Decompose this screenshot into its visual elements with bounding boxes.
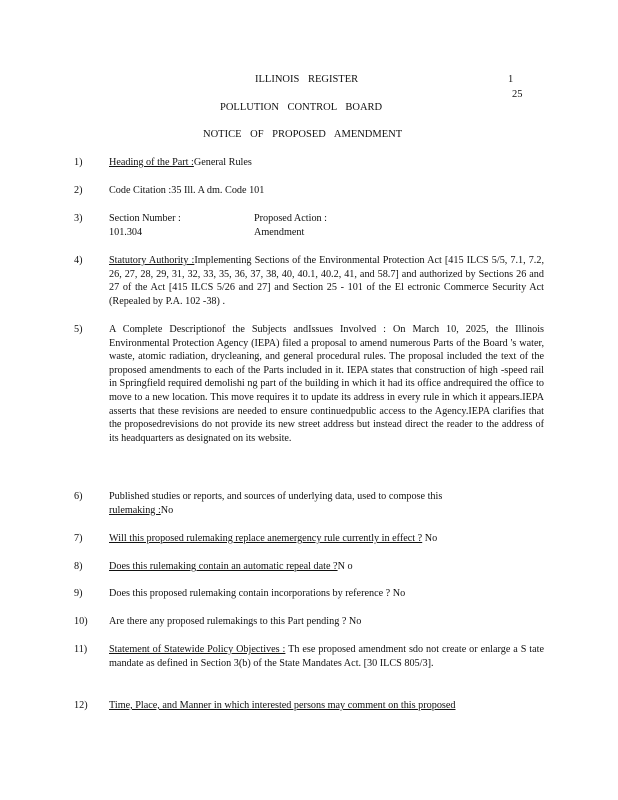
item-text: Code Citation :35 Ill. A dm. Code 101 bbox=[109, 185, 265, 196]
item-text: Implementing Sections of the Environmental Protection Act [415 ILCS 5/5, 7.1, 7.2, 26, 27, 28, 29, 31, 32, 33, 35, 36, 37, 38, 40, 40.1, 40.2, 41, and 58.7] and authorized by Sections 26 and 27 of the Act [415 ILCS 5/26 and 27] and Section 25 - 101 of the El ectronic Commerce Security Act (Repealed by P.A. 102 -38) . bbox=[109, 255, 544, 307]
item-number: 10) bbox=[74, 616, 88, 627]
item-label: rulemaking : bbox=[109, 504, 161, 516]
item-number: 5) bbox=[74, 324, 83, 335]
proposed-action-label: Proposed Action : bbox=[254, 213, 328, 224]
section-number-value: 101.304 bbox=[109, 226, 143, 238]
item-number: 8) bbox=[74, 561, 83, 572]
item-text: General Rules bbox=[193, 157, 252, 168]
item-label: Statutory Authority : bbox=[109, 255, 195, 266]
item-11 bbox=[74, 643, 544, 670]
item-number: 7) bbox=[74, 533, 83, 544]
item-answer: N o bbox=[337, 561, 353, 572]
item-text: Th ese proposed amendment sdo not create or enlarge a S tate mandate as defined in Section 3(b) of the State Mandates Act. [30 ILCS 805/3]. bbox=[109, 644, 544, 669]
item-answer: No bbox=[160, 504, 174, 516]
section-number-label: Section Number : bbox=[109, 213, 181, 224]
proposed-action-value: Amendment bbox=[254, 226, 305, 238]
item-number: 3) bbox=[74, 213, 83, 224]
item-number: 11) bbox=[74, 644, 88, 655]
item-text: Published studies or reports, and sources of underlying data, used to compose this bbox=[109, 491, 443, 502]
item-answer: No bbox=[424, 533, 438, 544]
item-4 bbox=[74, 254, 544, 308]
item-9 bbox=[74, 587, 544, 601]
item-5 bbox=[74, 323, 544, 445]
item-number: 1) bbox=[74, 157, 83, 168]
page-number-top: 1 bbox=[508, 74, 514, 85]
item-7 bbox=[74, 532, 544, 546]
register-title: ILLINOIS REGISTER bbox=[255, 74, 359, 85]
item-1 bbox=[74, 156, 544, 170]
item-label: Will this proposed rulemaking replace anemergency rule currently in effect ? bbox=[109, 533, 423, 544]
board-title: POLLUTION CONTROL BOARD bbox=[220, 102, 383, 113]
item-label: Time, Place, and Manner in which interested persons may comment on this proposed bbox=[109, 700, 456, 711]
item-6 bbox=[74, 490, 544, 517]
item-label: Does this rulemaking contain an automatic repeal date ? bbox=[109, 561, 338, 572]
item-12 bbox=[74, 699, 544, 713]
notice-title: NOTICE OF PROPOSED AMENDMENT bbox=[203, 129, 403, 140]
item-text: A Complete Descriptionof the Subjects andIssues Involved : On March 10, 2025, the Illinois Environmental Protection Agency (IEPA) filed a proposal to amend numerous Parts of the Board 's water, waste, atomic radiation, drycleaning, and general procedural rules. The proposal included the text of the proposed amendments to each of the Parts included in it. IEPA states that construction of high -speed rail in Springfield required demolishi ng part of the building in which it had its office andrequired the office to move to a new location. This move requires it to update its address in every rule in which it appears.IEPA asserts that these revisions are needed to ensure continuedpublic access to the Agency.IEPA clarifies that the proposedrevisions do not provide its new street address but instead direct the reader to the address of its headquarters as designated on its website. bbox=[109, 324, 544, 444]
item-number: 9) bbox=[74, 588, 83, 599]
item-2 bbox=[74, 184, 544, 198]
item-8 bbox=[74, 560, 544, 574]
item-text: Does this proposed rulemaking contain incorporations by reference ? No bbox=[109, 588, 406, 599]
item-number: 6) bbox=[74, 491, 83, 502]
item-10 bbox=[74, 615, 544, 629]
item-3 bbox=[74, 212, 544, 239]
page-number-bottom: 25 bbox=[512, 89, 523, 100]
item-number: 12) bbox=[74, 700, 88, 711]
item-text: Are there any proposed rulemakings to this Part pending ? No bbox=[109, 616, 362, 627]
item-label: Heading of the Part : bbox=[109, 157, 194, 168]
item-label: Statement of Statewide Policy Objectives : bbox=[109, 644, 286, 655]
item-number: 4) bbox=[74, 255, 83, 266]
item-number: 2) bbox=[74, 185, 83, 196]
